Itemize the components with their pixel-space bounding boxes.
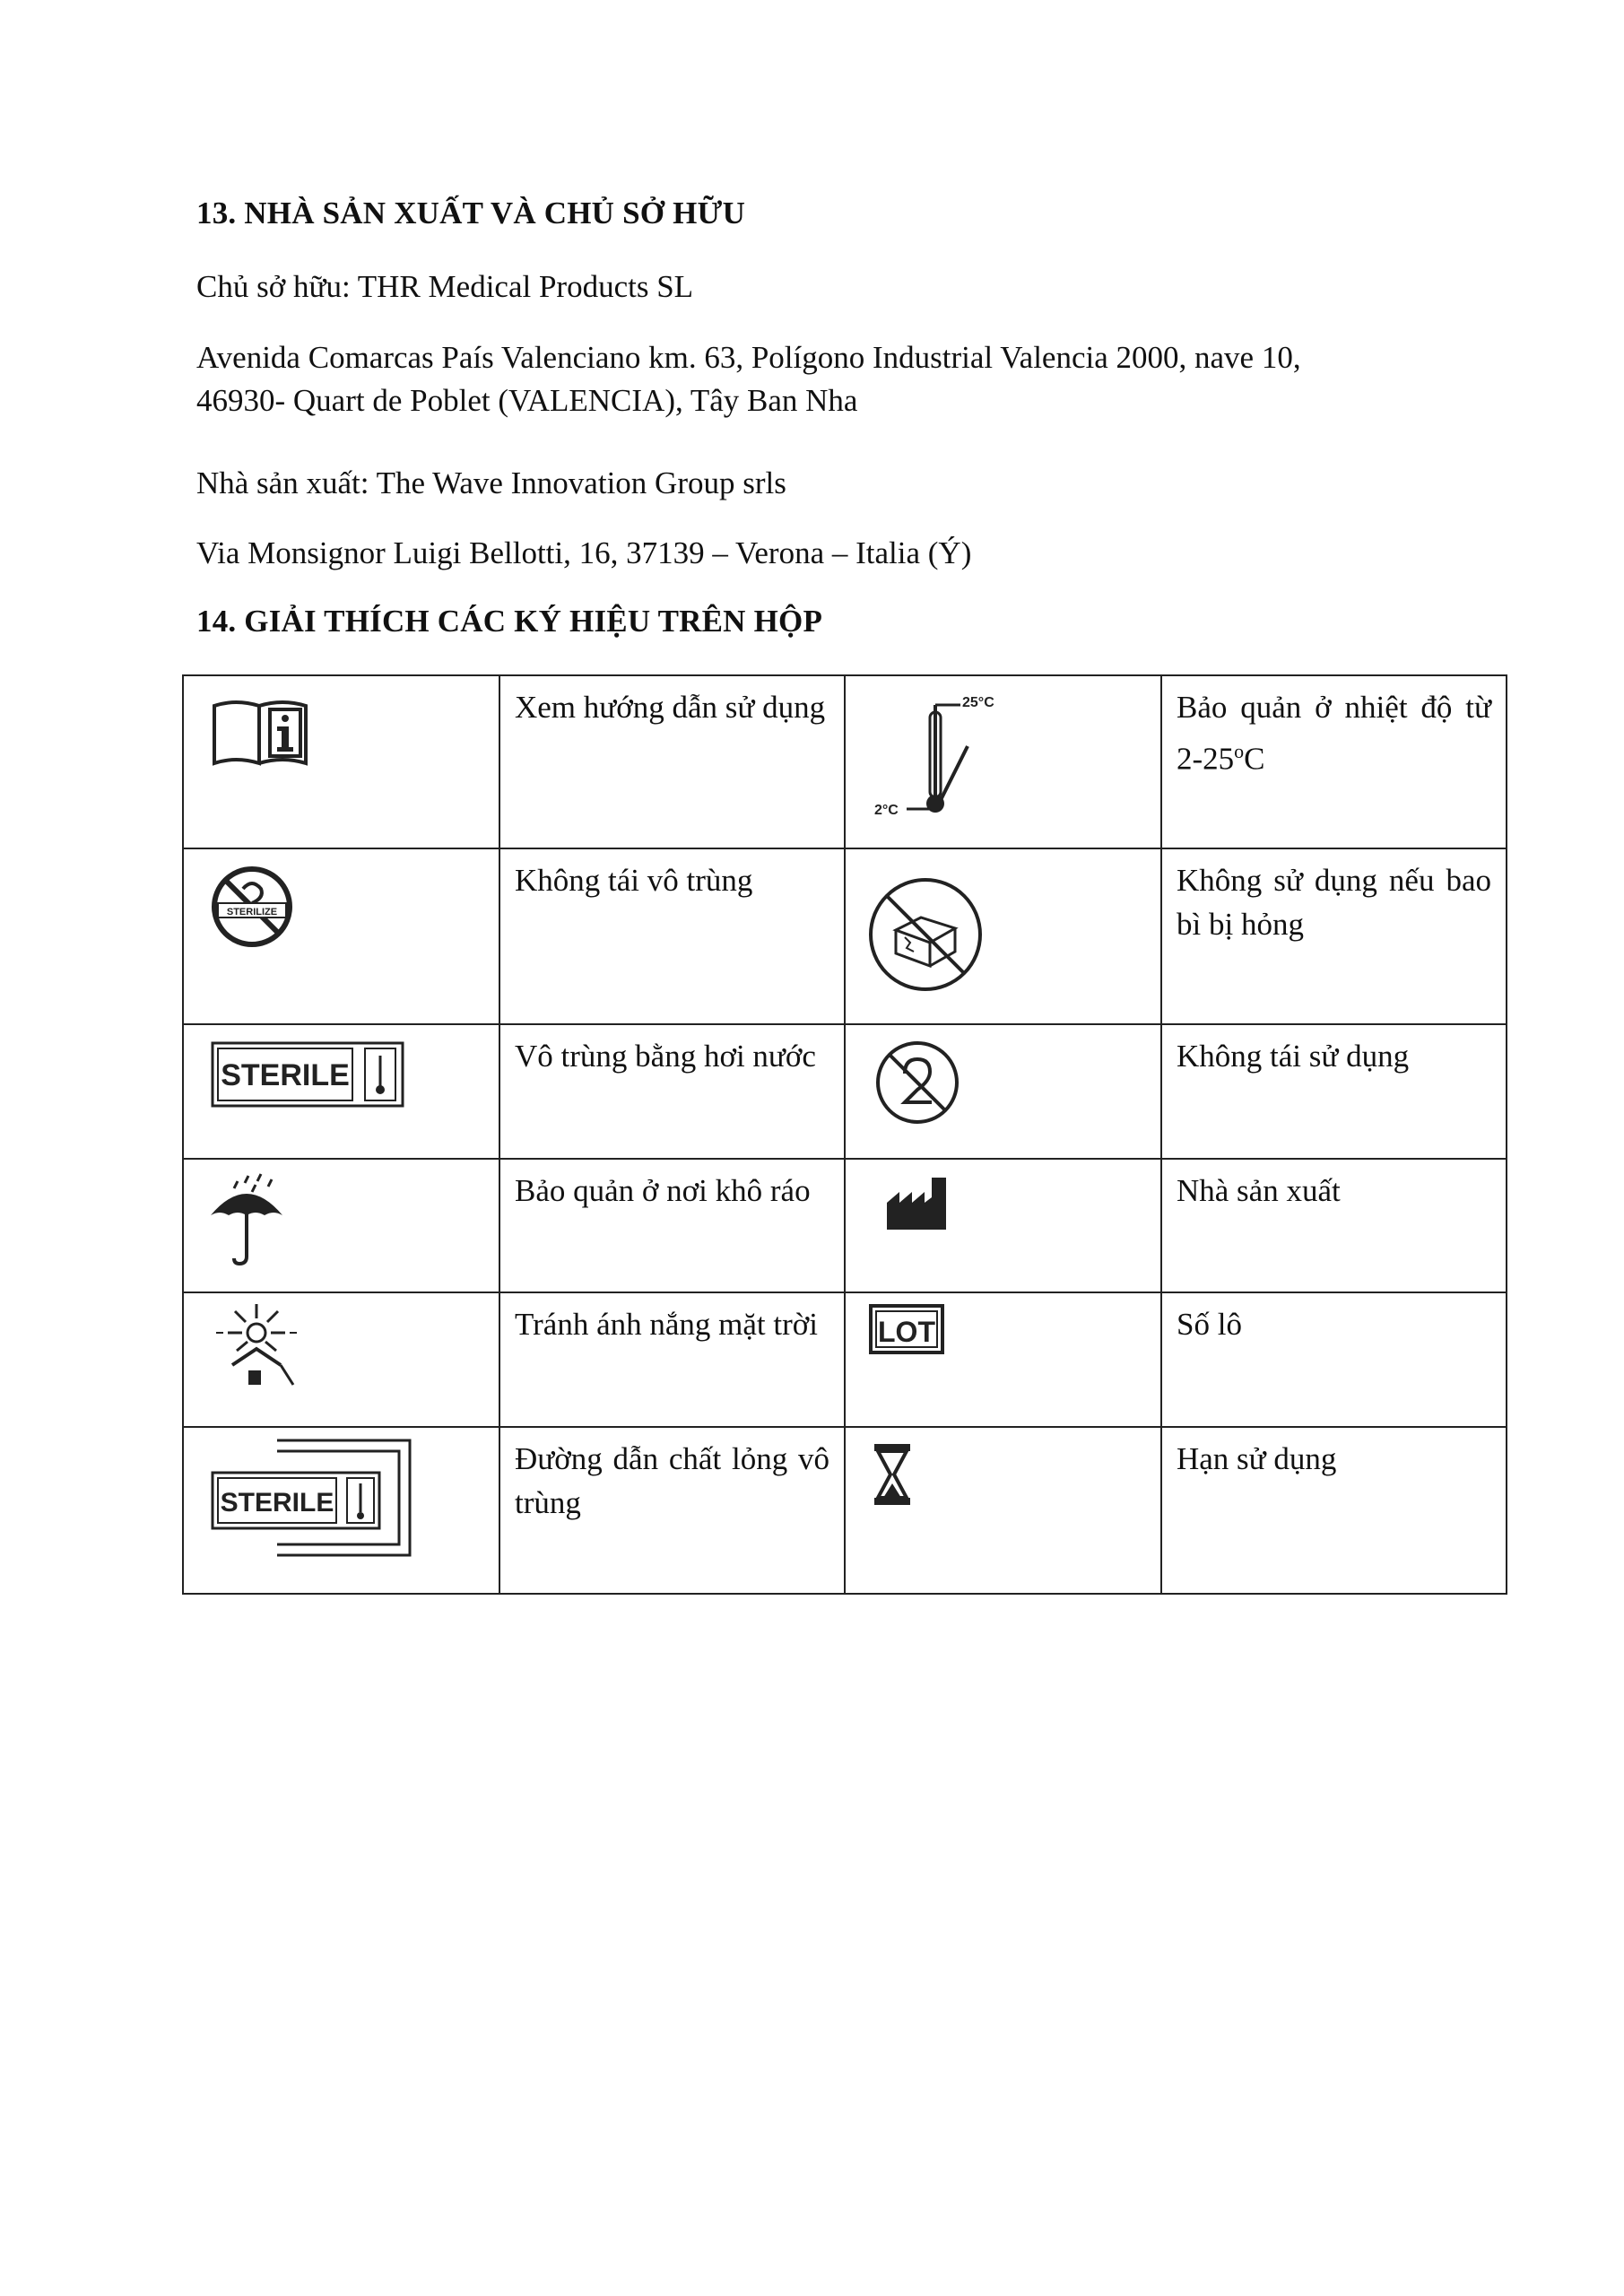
- icon-cell: [183, 675, 499, 848]
- use-by-date-icon: [873, 1442, 912, 1507]
- icon-cell: [183, 848, 499, 1024]
- table-row: [183, 1427, 1507, 1594]
- table-row: [183, 1159, 1507, 1292]
- icon-cell: [845, 1427, 1161, 1594]
- text-cell: Không tái sử dụng: [1161, 1024, 1507, 1159]
- sterile-label: STERILE: [221, 1058, 350, 1092]
- degree-sup: o: [1234, 740, 1245, 762]
- icon-cell: [845, 1024, 1161, 1159]
- icon-cell: [845, 1159, 1161, 1292]
- icon-cell: [845, 1292, 1161, 1427]
- text-cell: Xem hướng dẫn sử dụng: [499, 675, 845, 848]
- text-cell: Không sử dụng nếu bao bì bị hỏng: [1161, 848, 1507, 1024]
- text-cell: Không tái vô trùng: [499, 848, 845, 1024]
- text-cell: Đường dẫn chất lỏng vô trùng: [499, 1427, 845, 1594]
- sterilize-label: STERILIZE: [226, 907, 278, 918]
- icon-cell: [183, 1024, 499, 1159]
- do-not-use-if-damaged-icon: [865, 874, 986, 995]
- icon-cell: [183, 1159, 499, 1292]
- temperature-limit-icon: [871, 694, 1023, 829]
- consult-instructions-icon: [209, 690, 317, 770]
- owner-address-line-1: Avenida Comarcas País Valenciano km. 63, Polígono Industrial Valencia 2000, nave 10,: [196, 340, 1301, 375]
- icon-cell: [845, 848, 1161, 1024]
- temperature-max-label: 25°C: [962, 695, 994, 710]
- text-cell: Hạn sử dụng: [1161, 1427, 1507, 1594]
- temperature-text: Bảo quản ở nhiệt độ từ 2-25: [1177, 690, 1491, 777]
- keep-dry-icon: [204, 1170, 293, 1269]
- icon-cell: [183, 1292, 499, 1427]
- temperature-min-label: 2°C: [874, 803, 899, 818]
- text-cell: Tránh ánh nắng mặt trời: [499, 1292, 845, 1427]
- section-13-heading: 13. NHÀ SẢN XUẤT VÀ CHỦ SỞ HỮU: [196, 196, 746, 230]
- text-cell: Số lô: [1161, 1292, 1507, 1427]
- text-cell: Nhà sản xuất: [1161, 1159, 1507, 1292]
- do-not-reuse-icon: [873, 1038, 962, 1127]
- icon-cell: [845, 675, 1161, 848]
- manufacturer-address-line: Via Monsignor Luigi Bellotti, 16, 37139 – Verona – Italia (Ý): [196, 535, 972, 570]
- owner-line: Chủ sở hữu: THR Medical Products SL: [196, 269, 694, 304]
- icon-cell: [183, 1427, 499, 1594]
- table-row: [183, 675, 1507, 848]
- symbols-table: [182, 674, 1507, 1595]
- sterile-label: STERILE: [220, 1488, 334, 1518]
- section-14-heading: 14. GIẢI THÍCH CÁC KÝ HIỆU TRÊN HỘP: [196, 604, 823, 639]
- owner-address-line-2: 46930- Quart de Poblet (VALENCIA), Tây Ban Nha: [196, 383, 858, 418]
- lot-label: LOT: [878, 1316, 935, 1348]
- sterile-steam-icon: [211, 1041, 408, 1109]
- table-row: [183, 1024, 1507, 1159]
- lot-number-icon: [869, 1304, 944, 1354]
- manufacturer-line: Nhà sản xuất: The Wave Innovation Group srls: [196, 465, 786, 500]
- text-cell: Bảo quản ở nơi khô ráo: [499, 1159, 845, 1292]
- table-row: [183, 1292, 1507, 1427]
- do-not-resterilize-icon: [207, 862, 297, 952]
- table-row: [183, 848, 1507, 1024]
- keep-away-from-sunlight-icon: [207, 1302, 306, 1392]
- manufacturer-icon: [885, 1172, 957, 1235]
- sterile-fluid-path-icon: [211, 1437, 413, 1559]
- text-cell: Vô trùng bằng hơi nước: [499, 1024, 845, 1159]
- text-cell: [1161, 675, 1507, 848]
- temperature-unit: C: [1244, 741, 1265, 777]
